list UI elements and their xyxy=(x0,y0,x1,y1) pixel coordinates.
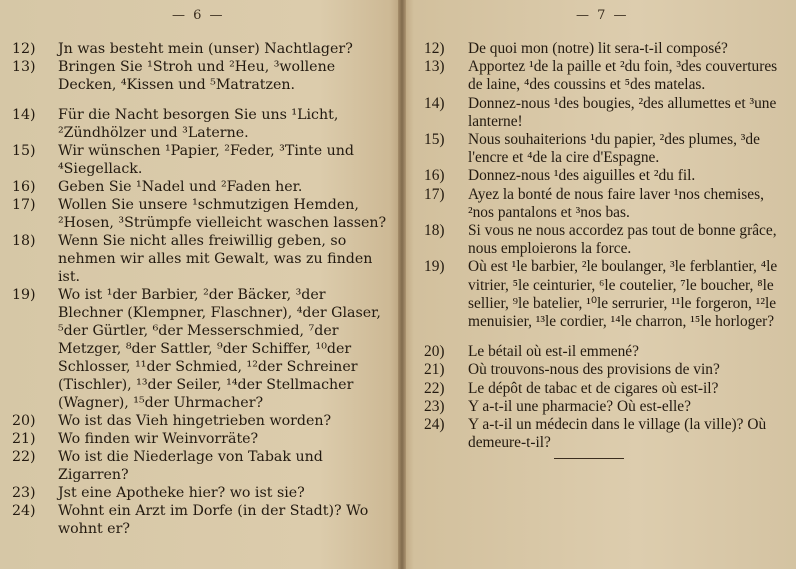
phrase-text: Donnez-nous ¹des aiguilles et ²du fil. xyxy=(468,167,696,185)
phrase-entry xyxy=(424,258,786,331)
phrase-entry xyxy=(424,416,786,452)
phrase-entry xyxy=(12,484,392,502)
phrase-entry xyxy=(12,40,392,58)
phrase-text: Wollen Sie unsere ¹schmutzigen Hemden, ²Hosen, ³Strümpfe vielleicht waschen lassen? xyxy=(58,197,387,231)
phrase-entry xyxy=(424,131,786,167)
phrase-text: Où trouvons-nous des provisions de vin? xyxy=(468,361,720,379)
phrase-entry xyxy=(424,380,786,398)
phrase-number: 17) xyxy=(12,197,36,213)
phrase-entry xyxy=(424,58,786,94)
phrase-text: Wenn Sie nicht alles freiwillig geben, so nehmen wir alles mit Gewalt, was zu finden ist. xyxy=(58,233,373,285)
phrase-number: 13) xyxy=(12,59,36,75)
phrase-entry xyxy=(12,142,392,178)
phrase-number: 24) xyxy=(424,416,445,434)
phrase-number: 21) xyxy=(12,431,36,447)
right-page xyxy=(404,0,796,569)
phrase-text: Apportez ¹de la paille et ²du foin, ³des couvertures de laine, ⁴des coussins et ⁵des matelas. xyxy=(468,58,778,94)
phrase-entry xyxy=(12,196,392,232)
phrase-list-german xyxy=(12,40,392,538)
phrase-text: Le bétail où est-il emmené? xyxy=(468,343,639,361)
phrase-text: Bringen Sie ¹Stroh und ²Heu, ³wollene Decken, ⁴Kissen und ⁵Matratzen. xyxy=(58,59,336,93)
phrase-text: Nous souhaiterions ¹du papier, ²des plumes, ³de l'encre et ⁴de la cire d'Espagne. xyxy=(468,131,760,167)
phrase-entry xyxy=(424,222,786,258)
phrase-text: De quoi mon (notre) lit sera-t-il composé? xyxy=(468,40,728,57)
phrase-number: 23) xyxy=(424,397,445,415)
phrase-text: Ayez la bonté de nous faire laver ¹nos chemises, ²nos pantalons et ³nos bas. xyxy=(468,185,764,221)
phrase-text: Wir wünschen ¹Papier, ²Feder, ³Tinte und ⁴Siegellack. xyxy=(58,143,354,177)
phrase-number: 22) xyxy=(424,379,445,397)
phrase-text: Wo ist das Vieh hingetrieben worden? xyxy=(58,413,332,429)
phrase-number: 22) xyxy=(12,449,36,465)
phrase-number: 15) xyxy=(12,143,36,159)
phrase-entry xyxy=(424,167,786,185)
phrase-text: Si vous ne nous accordez pas tout de bonne grâce, nous emploierons la force. xyxy=(468,222,777,258)
phrase-text: Jst eine Apotheke hier? wo ist sie? xyxy=(58,485,305,501)
phrase-entry xyxy=(12,178,392,196)
phrase-entry xyxy=(12,232,392,286)
phrase-number: 24) xyxy=(12,503,36,519)
phrase-text: Y a-t-il une pharmacie? Où est-elle? xyxy=(468,397,691,415)
phrase-number: 19) xyxy=(424,258,445,276)
phrase-number: 20) xyxy=(424,343,445,361)
phrase-text: Wo finden wir Weinvorräte? xyxy=(58,431,259,447)
phrase-entry xyxy=(424,398,786,416)
page-number: — 7 — xyxy=(576,8,629,23)
phrase-entry xyxy=(12,430,392,448)
end-rule xyxy=(554,458,624,459)
phrase-number: 17) xyxy=(424,185,445,203)
phrase-list-french xyxy=(424,40,786,459)
phrase-text: Wohnt ein Arzt im Dorfe (in der Stadt)? Wo wohnt er? xyxy=(58,503,369,537)
phrase-entry xyxy=(12,412,392,430)
phrase-entry xyxy=(12,58,392,94)
phrase-number: 16) xyxy=(424,167,445,185)
phrase-number: 19) xyxy=(12,287,36,303)
phrase-entry xyxy=(12,286,392,412)
phrase-text: Für die Nacht besorgen Sie uns ¹Licht, ²Zündhölzer und ³Laterne. xyxy=(58,107,339,141)
phrase-number: 16) xyxy=(12,179,36,195)
spacer xyxy=(424,331,786,343)
phrase-entry xyxy=(424,343,786,361)
phrase-number: 15) xyxy=(424,131,445,149)
phrase-number: 21) xyxy=(424,361,445,379)
phrase-text: Wo ist die Niederlage von Tabak und Zigarren? xyxy=(58,449,323,483)
phrase-text: Donnez-nous ¹des bougies, ²des allumettes et ³une lanterne! xyxy=(468,94,777,130)
phrase-text: Wo ist ¹der Barbier, ²der Bäcker, ³der Blechner (Klempner, Flaschner), ⁴der Glaser, ⁵der Gürtler, ⁶der Messerschmied, ⁷der Metzger, ⁸der Sattler, ⁹der Schiffer, ¹⁰der Schlosser, ¹¹der Schmied, ¹²der Schreiner (Tischler), ¹³der Seiler, ¹⁴der Stellmacher (Wagner), ¹⁵der Uhrmacher? xyxy=(58,287,381,411)
phrase-number: 12) xyxy=(424,40,445,57)
phrase-number: 18) xyxy=(424,222,445,240)
phrase-entry xyxy=(424,361,786,379)
phrase-text: Où est ¹le barbier, ²le boulanger, ³le ferblantier, ⁴le vitrier, ⁵le ceinturier, ⁶le coutelier, ⁷le boucher, ⁸le sellier, ⁹le batelier, ¹⁰le serrurier, ¹¹le forgeron, ¹²le menuisier, ¹³le cordier, ¹⁴le charron, ¹⁵le horloger? xyxy=(468,258,778,331)
phrase-text: Le dépôt de tabac et de cigares où est-il? xyxy=(468,379,719,397)
phrase-entry xyxy=(12,448,392,484)
phrase-entry xyxy=(12,502,392,538)
phrase-number: 23) xyxy=(12,485,36,501)
spacer xyxy=(12,94,392,106)
phrase-text: Geben Sie ¹Nadel und ²Faden her. xyxy=(58,179,303,195)
phrase-text: Y a-t-il un médecin dans le village (la ville)? Où demeure-t-il? xyxy=(468,416,767,452)
phrase-number: 18) xyxy=(12,233,36,249)
page-number: — 6 — xyxy=(172,8,225,23)
phrase-number: 20) xyxy=(12,413,36,429)
phrase-text: Jn was besteht mein (unser) Nachtlager? xyxy=(58,41,353,57)
phrase-entry xyxy=(424,40,786,58)
phrase-number: 13) xyxy=(424,58,445,76)
phrase-number: 14) xyxy=(424,94,445,112)
phrase-number: 12) xyxy=(12,41,36,57)
phrase-number: 14) xyxy=(12,107,36,123)
phrase-entry xyxy=(12,106,392,142)
phrase-entry xyxy=(424,95,786,131)
phrase-entry xyxy=(424,186,786,222)
